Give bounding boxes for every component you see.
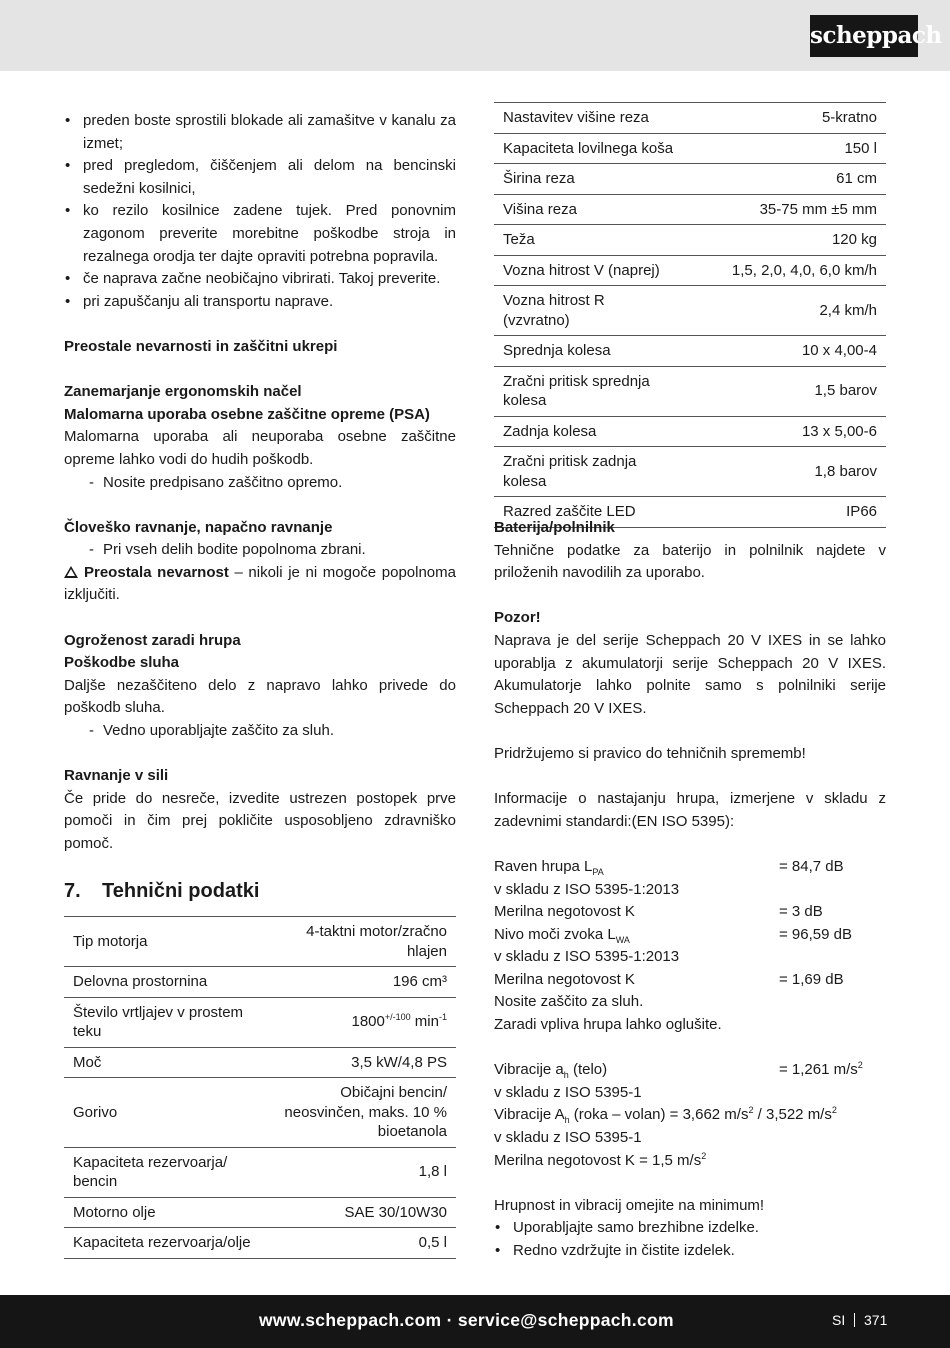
table-row: [494, 103, 886, 134]
emergency-text: Če pride do nesreče, izvedite ustrezen postopek prve pomoči in čim prej pokličite usposobljeno zdravniško pomoč.: [64, 789, 456, 852]
spec-value: 2,4 km/h: [684, 286, 886, 336]
spec-label: Vozna hitrost V (naprej): [494, 255, 684, 286]
table-row: [494, 416, 886, 447]
ergonomics-heading: Zanemarjanje ergonomskih načel: [64, 383, 302, 401]
table-row: [494, 366, 886, 416]
reserve-note: Pridržujemo si pravico do tehničnih sprememb!: [494, 744, 806, 762]
spec-value: 120 kg: [684, 225, 886, 256]
noise-instruction: - Vedno uporabljajte zaščito za sluh.: [64, 720, 456, 743]
noise-text: Daljše nezaščiteno delo z napravo lahko privede do poškodb sluha.: [64, 676, 456, 717]
spec-label: Zadnja kolesa: [494, 416, 684, 447]
spec-label: Kapaciteta lovilnega koša: [494, 133, 684, 164]
hearing-heading: Poškodbe sluha: [64, 654, 180, 672]
human-error-heading: Človeško ravnanje, napačno ravnanje: [64, 518, 333, 536]
technical-data-section: [64, 876, 456, 1259]
table-row: [494, 255, 886, 286]
residual-risk-text: – nikoli je ni mogoče popolnoma izključiti.: [64, 563, 456, 604]
noise-info: Informacije o nastajanju hrupa, izmerjene v skladu z zadevnimi standardi:(EN ISO 5395):: [494, 790, 886, 830]
table-row: [494, 133, 886, 164]
spec-label: Sprednja kolesa: [494, 336, 684, 367]
table-row: [494, 225, 886, 256]
spec-value: 61 cm: [684, 164, 886, 195]
warning-icon: [64, 566, 78, 578]
table-row: [494, 447, 886, 497]
spec-value: 0,5 l: [271, 1228, 456, 1259]
spec-label: Tip motorja: [64, 917, 271, 967]
list-item: • pred pregledom, čiščenjem ali delom na bencinski sedežni kosilnici,: [64, 155, 456, 200]
section-title: Tehnični podatki: [102, 880, 260, 902]
ppe-heading: Malomarna uporaba osebne zaščitne opreme (PSA): [64, 405, 430, 423]
spec-value: Običajni bencin/ neosvinčen, maks. 10 % bioetanola: [271, 1078, 456, 1148]
language-code: SI: [832, 1312, 846, 1328]
footer-links[interactable]: www.scheppach.com · service@scheppach.com: [259, 1310, 674, 1330]
page-number: 371: [864, 1312, 888, 1328]
right-text-column: [494, 517, 886, 1263]
spec-value: $1800^{+/-100}$ $\min^{-1}$: [271, 997, 456, 1047]
residual-risk-note: [64, 562, 456, 607]
table-row: [494, 164, 886, 195]
engine-spec-table: [64, 916, 456, 1259]
spec-value: 4-taktni motor/zračno hlajen: [271, 917, 456, 967]
table-row: [64, 1147, 456, 1197]
section-number: 7.: [64, 880, 81, 902]
ppe-text: Malomarna uporaba ali neuporaba osebne zaščitne opreme lahko vodi do hudih poškodb.: [64, 428, 456, 468]
table-row: [494, 286, 886, 336]
spec-value: 196 cm³: [271, 967, 456, 998]
battery-text: Tehnične podatke za baterijo in polnilnik najdete v priloženih navodilih za uporabo.: [494, 541, 886, 582]
caution-text: Naprava je del serije Scheppach 20 V IXES in se lahko uporablja z akumulatorji serije Scheppach 20 V IXES. Akumulatorje lahko polnite samo s polnilniki serije Scheppach 20 V IXES.: [494, 631, 886, 717]
list-item: • če naprava začne neobičajno vibrirati. Takoj preverite.: [64, 268, 456, 291]
table-row: [64, 1197, 456, 1228]
spec-label: Motorno olje: [64, 1197, 271, 1228]
table-row: [64, 917, 456, 967]
spec-label: Zračni pritisk zadnja kolesa: [494, 447, 684, 497]
spec-label: Delovna prostornina: [64, 967, 271, 998]
left-column: [64, 110, 456, 856]
noise-heading: Ogroženost zaradi hrupa: [64, 631, 241, 649]
spec-value: 1,8 l: [271, 1147, 456, 1197]
emergency-heading: Ravnanje v sili: [64, 767, 169, 785]
list-item: • pri zapuščanju ali transportu naprave.: [64, 291, 456, 314]
mower-spec-block: [494, 102, 886, 528]
spec-value: 1,8 barov: [684, 447, 886, 497]
spec-label: Gorivo: [64, 1078, 271, 1148]
human-error-instruction: - Pri vseh delih bodite popolnoma zbrani.: [64, 539, 456, 562]
table-row: [494, 194, 886, 225]
spec-label: Razred zaščite LED: [494, 497, 684, 528]
spec-label: Teža: [494, 225, 684, 256]
spec-label: Zračni pritisk sprednja kolesa: [494, 366, 684, 416]
spec-value: 1,5, 2,0, 4,0, 6,0 km/h: [684, 255, 886, 286]
spec-label: Število vrtljajev v prostem teku: [64, 997, 271, 1047]
residual-risk-label: Preostala nevarnost: [84, 563, 229, 581]
section-heading: [64, 878, 456, 904]
residual-risks-heading: Preostale nevarnosti in zaščitni ukrepi: [64, 337, 338, 355]
table-row: [64, 1228, 456, 1259]
spec-label: Vozna hitrost R (vzvratno): [494, 286, 684, 336]
spec-label: Kapaciteta rezervoarja/olje: [64, 1228, 271, 1259]
spec-label: Širina reza: [494, 164, 684, 195]
spec-value: 35-75 mm ±5 mm: [684, 194, 886, 225]
spec-value: 3,5 kW/4,8 PS: [271, 1047, 456, 1078]
minimize-note: Hrupnost in vibracij omejite na minimum!: [494, 1196, 765, 1214]
footer-bar: [0, 1295, 950, 1348]
spec-value: 5-kratno: [684, 103, 886, 134]
spec-value: SAE 30/10W30: [271, 1197, 456, 1228]
table-row: [64, 967, 456, 998]
spec-value: 1,5 barov: [684, 366, 886, 416]
spec-value: IP66: [684, 497, 886, 528]
spec-value: 10 x 4,00-4: [684, 336, 886, 367]
spec-label: Nastavitev višine reza: [494, 103, 684, 134]
battery-heading: Baterija/polnilnik: [494, 519, 615, 536]
scheppach-logo: scheppach: [810, 15, 918, 57]
noise-values: Raven hrupa $L_{PA}$ = 84,7 dB v skladu z ISO 5395-1:2013 Merilna negotovost K = 3 dB Nivo moči zvoka $L_{WA}$ = 96,59 dB v skladu z ISO 5395-1:2013 Merilna negotovost K = 1,69 dB Nosite zaščito za sluh. Zaradi vpliva hrupa lahko oglušite. Vibracije $a_h$ (telo) = 1,261 $m/s^2$ v skladu z ISO 5395-1 Vibracije $A_h$ (roka – volan) = 3,662 $m/s^2 / 3,522$ $m/s^2$ v skladu z ISO 5395-1 Merilna negotovost K = 1,5 $m/s^2$ Hrupnost in vibracij omejite na minimum! • Uporabljajte samo brezhibne izdelke. • Redno vzdržujte in čistite izdelek.: [494, 856, 886, 1263]
spec-label: Višina reza: [494, 194, 684, 225]
table-row: [64, 1047, 456, 1078]
caution-heading: Pozor!: [494, 609, 541, 627]
table-row: [64, 1078, 456, 1148]
table-row: [64, 997, 456, 1047]
list-item: • Redno vzdržujte in čistite izdelek.: [494, 1240, 886, 1263]
spec-label: Kapaciteta rezervoarja/ bencin: [64, 1147, 271, 1197]
ppe-instruction: - Nosite predpisano zaščitno opremo.: [64, 472, 456, 495]
mower-spec-table: [494, 102, 886, 528]
list-item: • preden boste sprostili blokade ali zamašitve v kanalu za izmet;: [64, 110, 456, 155]
spec-label: Moč: [64, 1047, 271, 1078]
list-item: • Uporabljajte samo brezhibne izdelke.: [494, 1217, 886, 1240]
spec-value: 150 l: [684, 133, 886, 164]
page-indicator: [832, 1310, 887, 1330]
list-item: • ko rezilo kosilnice zadene tujek. Pred ponovnim zagonom preverite morebitne poškodbe stroja in rezalnega orodja ter dajte opraviti potrebna popravila.: [64, 200, 456, 268]
table-row: [494, 336, 886, 367]
spec-value: 13 x 5,00-6: [684, 416, 886, 447]
header-bar: [0, 0, 950, 71]
